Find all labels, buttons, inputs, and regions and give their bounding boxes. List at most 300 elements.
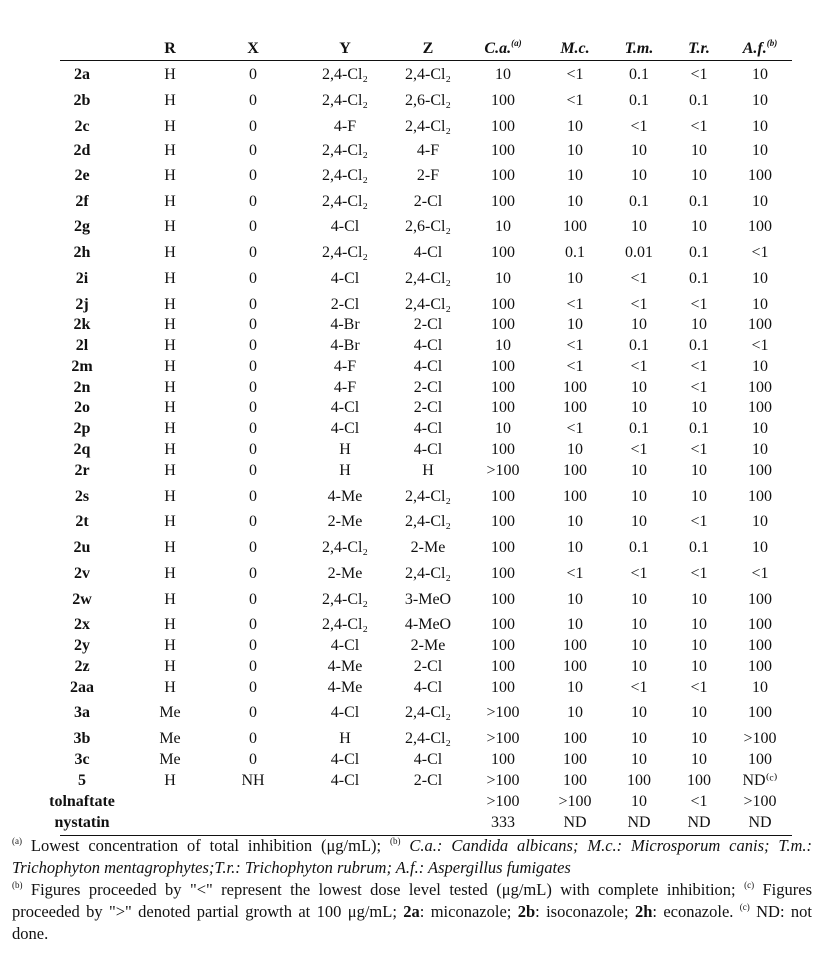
cell-mc: 10 (567, 193, 583, 210)
cell-r: H (164, 591, 176, 608)
cell-tm: 10 (631, 462, 647, 479)
cell-z: 2-Cl (413, 772, 443, 789)
cell-ca: >100 (486, 730, 520, 747)
cell-y: 4-Cl (330, 270, 360, 287)
cell-compound: 2h (73, 244, 91, 261)
cell-x: 0 (249, 379, 257, 396)
cell-z: 4-Cl (413, 358, 443, 375)
cell-tm: 10 (631, 513, 647, 530)
cell-mc: <1 (566, 420, 584, 437)
compound-ref: 2b (517, 902, 536, 921)
cell-af: <1 (751, 337, 769, 354)
cell-ca: 10 (495, 218, 511, 235)
header-af-note: (b) (766, 38, 778, 48)
cell-ca: >100 (486, 704, 520, 721)
cell-ca: 100 (491, 193, 515, 210)
cell-ca: 100 (491, 565, 515, 582)
cell-z: 4-Cl (413, 441, 443, 458)
cell-ca: 10 (495, 66, 511, 83)
cell-compound: 2l (75, 337, 89, 354)
cell-mc: >100 (558, 793, 592, 810)
cell-mc: 100 (563, 379, 587, 396)
cell-compound: 3b (73, 730, 91, 747)
cell-mc: 100 (563, 399, 587, 416)
cell-compound: 3c (74, 751, 90, 768)
cell-compound: 2f (75, 193, 89, 210)
compound-desc: : isoconazole; (535, 902, 635, 921)
cell-mc: <1 (566, 92, 584, 109)
cell-af: 100 (748, 379, 772, 396)
cell-x: 0 (249, 679, 257, 696)
cell-tr: <1 (690, 441, 708, 458)
cell-r: H (164, 270, 176, 287)
cell-compound: 2i (75, 270, 89, 287)
cell-compound: 2a (74, 66, 90, 83)
cell-z: 2-Me (410, 539, 446, 556)
cell-y: 2-Me (327, 565, 363, 582)
cell-ca: 100 (491, 658, 515, 675)
compound-desc: : econazole. (652, 902, 740, 921)
cell-af: 10 (752, 66, 768, 83)
cell-mc: 100 (563, 730, 587, 747)
cell-x: 0 (249, 751, 257, 768)
cell-af: 10 (752, 270, 768, 287)
header-af-label: A.f. (742, 40, 767, 57)
cell-mc: 10 (567, 441, 583, 458)
cell-r: H (164, 441, 176, 458)
cell-x: 0 (249, 316, 257, 333)
header-x: X (247, 40, 259, 57)
cell-z: 2,4-Cl₂ (404, 513, 452, 530)
cell-ca: 100 (491, 244, 515, 261)
cell-z: 4-Cl (413, 751, 443, 768)
cell-ca: 100 (491, 637, 515, 654)
cell-ca: 100 (491, 616, 515, 633)
cell-y: 4-Cl (330, 751, 360, 768)
cell-y: 2,4-Cl₂ (321, 539, 369, 556)
cell-y: 2,4-Cl₂ (321, 244, 369, 261)
cell-mc: 10 (567, 616, 583, 633)
cell-mc: 100 (563, 218, 587, 235)
cell-z: 2,4-Cl₂ (404, 488, 452, 505)
cell-z: 3-MeO (404, 591, 452, 608)
cell-tm: 0.1 (629, 420, 649, 437)
compound-ref: 2a (403, 902, 420, 921)
cell-compound: 2x (74, 616, 90, 633)
cell-y: 4-Me (327, 658, 363, 675)
cell-z: 4-Cl (413, 679, 443, 696)
cell-tm: 10 (631, 730, 647, 747)
cell-ca: 10 (495, 337, 511, 354)
cell-r: H (164, 337, 176, 354)
footnote-species: C.a.: Candida albicans; M.c.: Microsporum canis; T.m.: Trichophyton mentagrophytes;T.r.: Trichophyton rubrum; A.f.: Aspergillus fumigates (12, 836, 812, 877)
cell-ca: 10 (495, 420, 511, 437)
cell-ca: 10 (495, 270, 511, 287)
cell-af: 10 (752, 142, 768, 159)
cell-tr: <1 (690, 358, 708, 375)
cell-z: 2,4-Cl₂ (404, 565, 452, 582)
cell-mc: 10 (567, 142, 583, 159)
cell-ca: 100 (491, 679, 515, 696)
cell-tm: 0.1 (629, 337, 649, 354)
cell-x: 0 (249, 167, 257, 184)
cell-compound: tolnaftate (49, 793, 115, 810)
cell-x: 0 (249, 244, 257, 261)
cell-compound: 2n (73, 379, 91, 396)
cell-tr: <1 (690, 379, 708, 396)
cell-x: 0 (249, 270, 257, 287)
cell-r: H (164, 399, 176, 416)
cell-mc: 10 (567, 513, 583, 530)
cell-tm: 10 (631, 616, 647, 633)
cell-ca: 100 (491, 591, 515, 608)
compound-desc: : miconazole; (419, 902, 518, 921)
cell-mc: 10 (567, 167, 583, 184)
cell-x: 0 (249, 616, 257, 633)
cell-x: 0 (249, 591, 257, 608)
cell-tm: 10 (631, 637, 647, 654)
cell-af: 100 (748, 462, 772, 479)
cell-y: 4-Cl (330, 218, 360, 235)
cell-tr: 0.1 (689, 420, 709, 437)
header-tm: T.m. (624, 40, 654, 57)
cell-ca: 100 (491, 441, 515, 458)
cell-af: <1 (751, 565, 769, 582)
cell-x: 0 (249, 118, 257, 135)
cell-compound: 2j (75, 296, 89, 313)
header-af (725, 40, 795, 58)
cell-x: 0 (249, 730, 257, 747)
cell-compound: 2o (74, 399, 90, 416)
cell-ca: 100 (491, 379, 515, 396)
cell-x: 0 (249, 358, 257, 375)
cell-z: 4-Cl (413, 420, 443, 437)
cell-tr: 0.1 (689, 193, 709, 210)
cell-tr: ND (687, 814, 711, 831)
cell-r: H (164, 193, 176, 210)
cell-tr: <1 (690, 296, 708, 313)
cell-ca: 100 (491, 296, 515, 313)
cell-af: 100 (748, 637, 772, 654)
cell-af: ND (748, 814, 772, 831)
cell-x: 0 (249, 565, 257, 582)
cell-tm: <1 (630, 118, 648, 135)
cell-r: Me (159, 751, 181, 768)
cell-mc: <1 (566, 296, 584, 313)
cell-compound: 2k (73, 316, 91, 333)
cell-compound: 2g (74, 218, 90, 235)
cell-af: 10 (752, 539, 768, 556)
cell-af: 100 (748, 704, 772, 721)
cell-compound: 2q (73, 441, 91, 458)
cell-af: 100 (748, 751, 772, 768)
cell-af: 10 (752, 193, 768, 210)
cell-y: 2,4-Cl₂ (321, 616, 369, 633)
cell-z: 4-Cl (413, 244, 443, 261)
cell-y: 2,4-Cl₂ (321, 167, 369, 184)
cell-z: 2,4-Cl₂ (404, 66, 452, 83)
cell-y: 4-F (333, 358, 357, 375)
cell-compound: 2e (74, 167, 90, 184)
cell-y: H (339, 462, 351, 479)
header-y: Y (339, 40, 351, 57)
cell-z: 2,6-Cl₂ (404, 92, 452, 109)
cell-af: 100 (748, 591, 772, 608)
cell-tm: <1 (630, 358, 648, 375)
cell-mc: 10 (567, 118, 583, 135)
cell-tr: 0.1 (689, 244, 709, 261)
cell-x: 0 (249, 92, 257, 109)
cell-mc: 10 (567, 539, 583, 556)
cell-x: NH (241, 772, 265, 789)
cell-r: Me (159, 704, 181, 721)
cell-tm: <1 (630, 565, 648, 582)
cell-af: 10 (752, 513, 768, 530)
cell-y: 2,4-Cl₂ (321, 66, 369, 83)
cell-mc: 100 (563, 658, 587, 675)
cell-mc: 10 (567, 270, 583, 287)
cell-mc: 100 (563, 751, 587, 768)
cell-z: 2,4-Cl₂ (404, 270, 452, 287)
header-z: Z (422, 40, 434, 57)
cell-ca: 333 (491, 814, 515, 831)
cell-tr: 10 (691, 730, 707, 747)
cell-tr: 10 (691, 488, 707, 505)
cell-tr: 0.1 (689, 270, 709, 287)
cell-af: 10 (752, 296, 768, 313)
cell-ca: 100 (491, 751, 515, 768)
cell-r: H (164, 296, 176, 313)
header-ca (470, 40, 536, 58)
footnote-c2-mark: (c) (739, 902, 750, 912)
footnote-c-text: Figures proceeded by ">" denoted partial growth at 100 μg/mL; (12, 880, 813, 921)
footnote-nd-text: ND: not done. (12, 902, 812, 943)
cell-af: 100 (748, 167, 772, 184)
cell-tm: 10 (631, 316, 647, 333)
footnotes (12, 835, 812, 945)
cell-tr: 10 (691, 637, 707, 654)
cell-r: H (164, 118, 176, 135)
cell-y: 2-Cl (330, 296, 360, 313)
cell-y: 4-Br (330, 337, 360, 354)
cell-z: 4-Cl (413, 337, 443, 354)
cell-x: 0 (249, 218, 257, 235)
cell-tr: 10 (691, 142, 707, 159)
cell-compound: 2z (74, 658, 90, 675)
cell-compound: 2r (74, 462, 90, 479)
cell-mc: 10 (567, 679, 583, 696)
cell-compound: 2m (71, 358, 93, 375)
cell-tr: 0.1 (689, 539, 709, 556)
footnote-c-mark: (c) (744, 880, 755, 890)
footnote-a (12, 835, 812, 879)
cell-tr: 10 (691, 751, 707, 768)
cell-y: 2-Me (327, 513, 363, 530)
cell-tr: <1 (690, 793, 708, 810)
cell-x: 0 (249, 66, 257, 83)
cell-af: 10 (752, 679, 768, 696)
cell-z: 2-F (416, 167, 440, 184)
cell-x: 0 (249, 637, 257, 654)
cell-y: 4-Me (327, 679, 363, 696)
cell-tr: 10 (691, 167, 707, 184)
cell-compound: 2p (73, 420, 91, 437)
header-ca-label: C.a. (484, 40, 512, 57)
footnote-b2-mark: (b) (12, 880, 23, 890)
cell-r: H (164, 218, 176, 235)
cell-tm: 10 (631, 591, 647, 608)
cell-r: H (164, 420, 176, 437)
cell-z: 2-Me (410, 637, 446, 654)
cell-mc: 0.1 (565, 244, 585, 261)
cell-x: 0 (249, 513, 257, 530)
cell-z: 2-Cl (413, 379, 443, 396)
footnote-b-mark: (b) (390, 836, 401, 846)
cell-af: 10 (752, 118, 768, 135)
cell-tr: 10 (691, 704, 707, 721)
compound-ref: 2h (634, 902, 653, 921)
cell-tr: <1 (690, 679, 708, 696)
cell-ca: >100 (486, 793, 520, 810)
cell-mc: 100 (563, 637, 587, 654)
cell-tm: 0.01 (625, 244, 653, 261)
cell-compound: 2s (74, 488, 90, 505)
cell-mc: <1 (566, 565, 584, 582)
cell-af: <1 (751, 244, 769, 261)
cell-tr: <1 (690, 66, 708, 83)
cell-tr: <1 (690, 513, 708, 530)
cell-z: 4-MeO (404, 616, 452, 633)
cell-x: 0 (249, 337, 257, 354)
cell-r: H (164, 772, 176, 789)
cell-af: 10 (752, 92, 768, 109)
cell-mc: 10 (567, 316, 583, 333)
cell-x: 0 (249, 539, 257, 556)
footnote-a-text: Lowest concentration of total inhibition (μg/mL); (22, 836, 391, 855)
cell-tm: 10 (631, 488, 647, 505)
cell-r: H (164, 616, 176, 633)
cell-tr: 10 (691, 399, 707, 416)
cell-mc: <1 (566, 358, 584, 375)
cell-r: H (164, 379, 176, 396)
cell-r: H (164, 66, 176, 83)
cell-tm: 10 (631, 658, 647, 675)
cell-tm: 10 (631, 218, 647, 235)
cell-x: 0 (249, 488, 257, 505)
cell-tm: 10 (631, 793, 647, 810)
header-ca-note: (a) (511, 38, 522, 48)
cell-tm: <1 (630, 270, 648, 287)
cell-ca: 100 (491, 118, 515, 135)
cell-ca: 100 (491, 488, 515, 505)
table-top-rule (60, 60, 792, 61)
cell-ca: >100 (486, 772, 520, 789)
cell-r: H (164, 244, 176, 261)
cell-r: H (164, 167, 176, 184)
cell-tr: <1 (690, 118, 708, 135)
cell-tr: 10 (691, 658, 707, 675)
cell-compound: 2y (74, 637, 90, 654)
cell-compound: 2u (73, 539, 91, 556)
cell-z: 2-Cl (413, 193, 443, 210)
cell-tm: 100 (627, 772, 651, 789)
cell-x: 0 (249, 420, 257, 437)
cell-tm: 10 (631, 399, 647, 416)
cell-z: 2,4-Cl₂ (404, 730, 452, 747)
cell-compound: nystatin (54, 814, 110, 831)
cell-af: 10 (752, 358, 768, 375)
cell-af: 100 (748, 218, 772, 235)
cell-r: H (164, 658, 176, 675)
cell-y: 2,4-Cl₂ (321, 142, 369, 159)
cell-r: H (164, 679, 176, 696)
cell-af: 100 (748, 616, 772, 633)
cell-af: ND⁽ᶜ⁾ (742, 772, 778, 789)
cell-mc: 10 (567, 591, 583, 608)
cell-y: 4-F (333, 118, 357, 135)
cell-z: 2-Cl (413, 399, 443, 416)
cell-mc: <1 (566, 66, 584, 83)
cell-mc: ND (563, 814, 587, 831)
cell-y: 4-Br (330, 316, 360, 333)
cell-r: H (164, 539, 176, 556)
cell-ca: 100 (491, 399, 515, 416)
cell-compound: 2b (73, 92, 91, 109)
cell-r: H (164, 316, 176, 333)
cell-af: 100 (748, 488, 772, 505)
cell-x: 0 (249, 462, 257, 479)
cell-tm: <1 (630, 296, 648, 313)
cell-z: 2,6-Cl₂ (404, 218, 452, 235)
cell-tr: <1 (690, 565, 708, 582)
cell-compound: 2d (73, 142, 91, 159)
cell-z: 2,4-Cl₂ (404, 704, 452, 721)
cell-mc: 100 (563, 772, 587, 789)
cell-y: 2,4-Cl₂ (321, 92, 369, 109)
cell-compound: 2aa (70, 679, 94, 696)
cell-y: 4-Cl (330, 637, 360, 654)
footnote-b (12, 879, 812, 945)
cell-tm: 10 (631, 142, 647, 159)
cell-compound: 3a (74, 704, 90, 721)
cell-y: 4-Cl (330, 772, 360, 789)
cell-ca: 100 (491, 358, 515, 375)
cell-tm: 10 (631, 167, 647, 184)
cell-compound: 2t (75, 513, 89, 530)
cell-mc: 10 (567, 704, 583, 721)
cell-tm: 10 (631, 751, 647, 768)
cell-tm: <1 (630, 679, 648, 696)
cell-y: 2,4-Cl₂ (321, 193, 369, 210)
cell-z: 4-F (416, 142, 440, 159)
cell-tm: 10 (631, 704, 647, 721)
cell-r: H (164, 142, 176, 159)
cell-tr: 10 (691, 462, 707, 479)
cell-r: H (164, 92, 176, 109)
cell-mc: 100 (563, 488, 587, 505)
cell-x: 0 (249, 441, 257, 458)
cell-tm: 0.1 (629, 539, 649, 556)
cell-tr: 10 (691, 316, 707, 333)
cell-r: H (164, 637, 176, 654)
cell-af: 100 (748, 658, 772, 675)
cell-r: H (164, 358, 176, 375)
cell-af: >100 (743, 730, 777, 747)
cell-mc: <1 (566, 337, 584, 354)
cell-af: 100 (748, 316, 772, 333)
cell-r: Me (159, 730, 181, 747)
cell-af: 100 (748, 399, 772, 416)
